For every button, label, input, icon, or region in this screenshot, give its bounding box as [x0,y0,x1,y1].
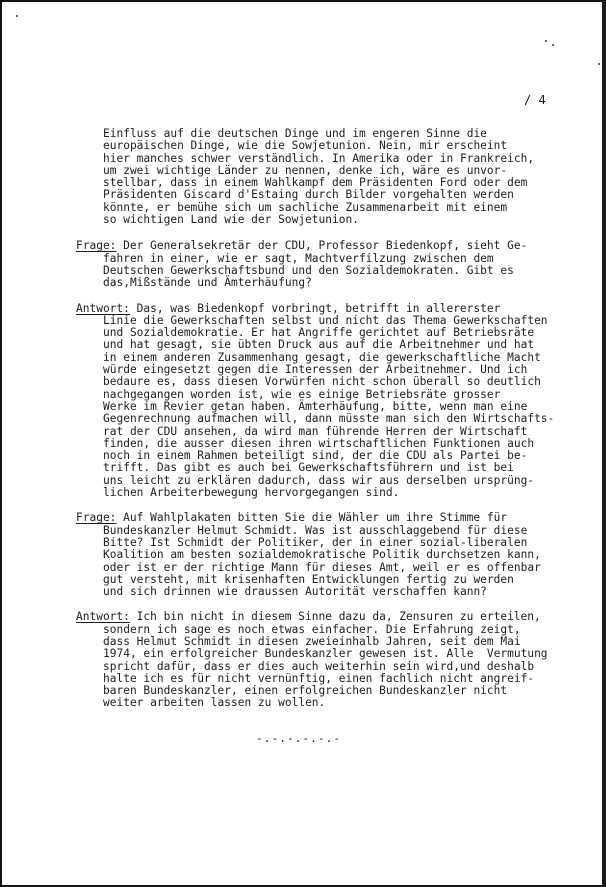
page-number: / 4 [524,93,546,107]
document-body [76,128,576,710]
speaker-label: Frage: [76,511,117,525]
text-line: baren Bundeskanzler, einen erfolgreichen Bundeskanzler nicht [103,684,508,698]
text-line: und hat gesagt, sie übten Druck aus auf die Arbeitnehmer und hat [103,338,535,352]
text-line [76,611,576,623]
text-line: fahren in einer, wie er sagt, Machtverfilzung zwischen dem [103,251,494,265]
question-paragraph [76,240,576,289]
text-line: nachgegangen worden ist, wie es einige Betriebsräte grosser [103,387,501,401]
answer-paragraph [76,611,576,709]
text-line: oder ist er der richtige Mann für dieses Amt, weil er es offenbar [103,560,541,574]
text-line: stellbar, dass in einem Wahlkampf dem Präsidenten Ford oder dem [103,176,528,190]
text-line: und sich drinnen wie draussen Autorität verschaffen kann? [103,585,487,599]
scan-speck [552,44,554,46]
text-line: das,Mißstände und Ämterhäufung? [103,276,312,290]
text-line: Einfluss auf die deutschen Dinge und im engeren Sinne die [103,127,487,140]
text-line: Bitte? Ist Schmidt der Politiker, der in einer sozial-liberalen [103,535,528,549]
scan-speck [545,40,547,42]
text-line: rat der CDU ansehen, da wird man führende Herren der Wirtschaft [103,424,528,438]
text-line: uns leicht zu erklären dadurch, dass wir aus derselben ursprüng- [103,473,535,487]
question-paragraph [76,512,576,598]
scan-edge [602,0,606,887]
answer-paragraph [76,303,576,500]
text-line: 1974, ein erfolgreicher Bundeskanzler gewesen ist. Alle Vermutung [103,647,548,661]
text-line: hier manches schwer verständlich. In Amerika oder in Frankreich, [103,151,535,165]
text-line: so wichtigen Land wie der Sowjetunion. [103,213,359,227]
text-line: und Sozialdemokratie. Er hat Angriffe gerichtet auf Betriebsräte [103,326,535,340]
text-line: Linie die Gewerkschaften selbst und nicht das Thema Gewerkschaften [103,313,548,327]
text-line: um zwei wichtige Länder zu nennen, denke ich, wäre es unvor- [103,163,508,177]
text-line [76,240,576,252]
line-text: Das, was Biedenkopf vorbringt, betrifft in allererster [129,301,501,315]
line-text: Ich bin nicht in diesem Sinne dazu da, Zensuren zu erteilen, [129,610,541,624]
text-line: Koalition am besten sozialdemokratische Politik durchsetzen kann, [103,548,541,562]
text-line: sondern ich sage es noch etwas einfacher. Die Erfahrung zeigt, [103,622,521,636]
line-text: Auf Wahlplakaten bitten Sie die Wähler um ihre Stimme für [116,511,508,525]
text-line: finden, die ausser diesen ihren wirtschaftlichen Funktionen auch [103,436,535,450]
text-line: lichen Arbeiterbewegung hervorgegangen sind. [103,486,400,500]
text-line [76,512,576,524]
text-line [76,303,576,315]
text-line: in einem anderen Zusammenhang gesagt, die gewerkschaftliche Macht [103,350,541,364]
text-line: trifft. Das gibt es auch bei Gewerkschaftsführern und ist bei [103,461,514,475]
line-text: Der Generalsekretär der CDU, Professor Biedenkopf, sieht Ge- [116,239,528,253]
text-line: Gegenrechnung aufmachen will, dann müsste man sich den Wirtschafts- [103,412,555,426]
text-line: Deutschen Gewerkschaftsbund und den Sozialdemokraten. Gibt es [103,263,514,277]
text-line: bedaure es, dass diesen Vorwürfen nicht schon überall so deutlich [103,375,541,389]
speaker-label: Antwort: [76,610,130,624]
scan-speck [598,63,600,65]
text-line: würde eingesetzt gegen die Interessen der Arbeitnehmer. Und ich [103,363,528,377]
paragraph-continuation [103,128,576,226]
speaker-label: Frage: [76,239,117,253]
text-line: Präsidenten Giscard d'Estaing durch Bilder vorgehalten werden [103,188,514,202]
text-line: Bundeskanzler Helmut Schmidt. Was ist ausschlaggebend für diese [103,523,528,537]
text-line: gut versteht, mit krisenhaften Entwicklungen fertig zu werden [103,572,514,586]
text-line: Werke im Revier getan haben. Ämterhäufung, bitte, wenn man eine [103,399,528,413]
closing-mark: -.-.-.-.-.- [256,732,342,745]
text-line: halte ich es für nicht vernünftig, einen fachlich nicht angreif- [103,671,535,685]
text-line: noch in einem Rahmen beteiligt sind, der die CDU als Partei be- [103,449,528,463]
text-line: europäischen Dinge, wie die Sowjetunion. Nein, mir erscheint [103,139,508,153]
text-line: könnte, er bemühe sich um sachliche Zusammenarbeit mit einem [103,200,508,214]
scan-speck [16,15,18,17]
text-line: weiter arbeiten lassen zu wollen. [103,696,326,710]
text-line: spricht dafür, dass er dies auch weiterhin sein wird,und deshalb [103,659,535,673]
speaker-label: Antwort: [76,301,130,315]
text-line: dass Helmut Schmidt in diesen zweieinhalb Jahren, seit dem Mai [103,634,521,648]
